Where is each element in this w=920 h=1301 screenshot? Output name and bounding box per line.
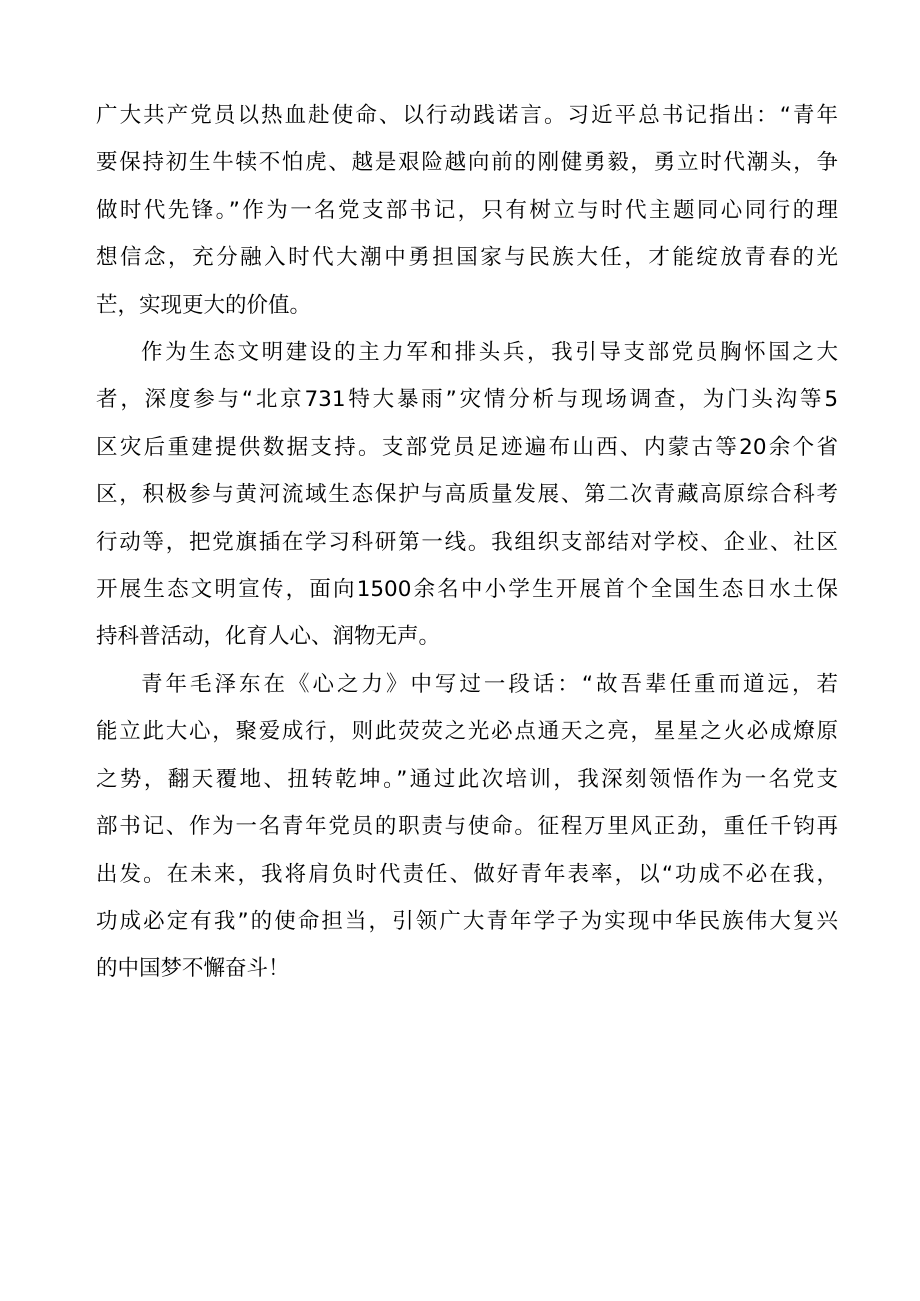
document-page [96, 92, 838, 993]
text-line: 之势，翻天覆地、扭转乾坤。”通过此次培训，我深刻领悟作为一名党支 [96, 766, 838, 792]
text-line: 想信念，充分融入时代大潮中勇担国家与民族大任，才能绽放青春的光 [96, 245, 838, 271]
text-line: 区灾后重建提供数据支持。支部党员足迹遍布山西、内蒙古等20余个省 [96, 434, 838, 460]
text-line: 开展生态文明宣传，面向1500余名中小学生开展首个全国生态日水土保 [96, 577, 838, 603]
text-line: 行动等，把党旗插在学习科研第一线。我组织支部结对学校、企业、社区 [96, 529, 838, 555]
paragraph-2 [96, 329, 838, 661]
text-line: 的中国梦不懈奋斗！ [96, 956, 290, 982]
text-line: 能立此大心，聚爱成行，则此荧荧之光必点通天之亮，星星之火必成燎原 [96, 719, 838, 745]
text-line: 广大共产党员以热血赴使命、以行动践诺言。习近平总书记指出：“青年 [96, 103, 838, 128]
text-line: 做时代先锋。”作为一名党支部书记，只有树立与时代主题同心同行的理 [96, 197, 838, 223]
text-line: 部书记、作为一名青年党员的职责与使命。征程万里风正劲，重任千钧再 [96, 814, 838, 840]
text-line: 芒，实现更大的价值。 [96, 292, 312, 318]
text-line: 持科普活动，化育人心、润物无声。 [96, 624, 441, 650]
paragraph-1 [96, 92, 838, 329]
text-line: 区，积极参与黄河流域生态保护与高质量发展、第二次青藏高原综合科考 [96, 482, 838, 508]
text-line: 要保持初生牛犊不怕虎、越是艰险越向前的刚健勇毅，勇立时代潮头，争 [96, 150, 838, 176]
text-line: 作为生态文明建设的主力军和排头兵，我引导支部党员胸怀国之大 [141, 340, 838, 366]
paragraph-3 [96, 661, 838, 993]
text-line: 者，深度参与“北京731特大暴雨”灾情分析与现场调查，为门头沟等5 [96, 387, 838, 413]
text-line: 出发。在未来，我将肩负时代责任、做好青年表率，以“功成不必在我， [96, 861, 838, 887]
text-line: 功成必定有我”的使命担当，引领广大青年学子为实现中华民族伟大复兴 [96, 908, 838, 934]
text-line: 青年毛泽东在《心之力》中写过一段话：“故吾辈任重而道远，若 [141, 671, 838, 697]
